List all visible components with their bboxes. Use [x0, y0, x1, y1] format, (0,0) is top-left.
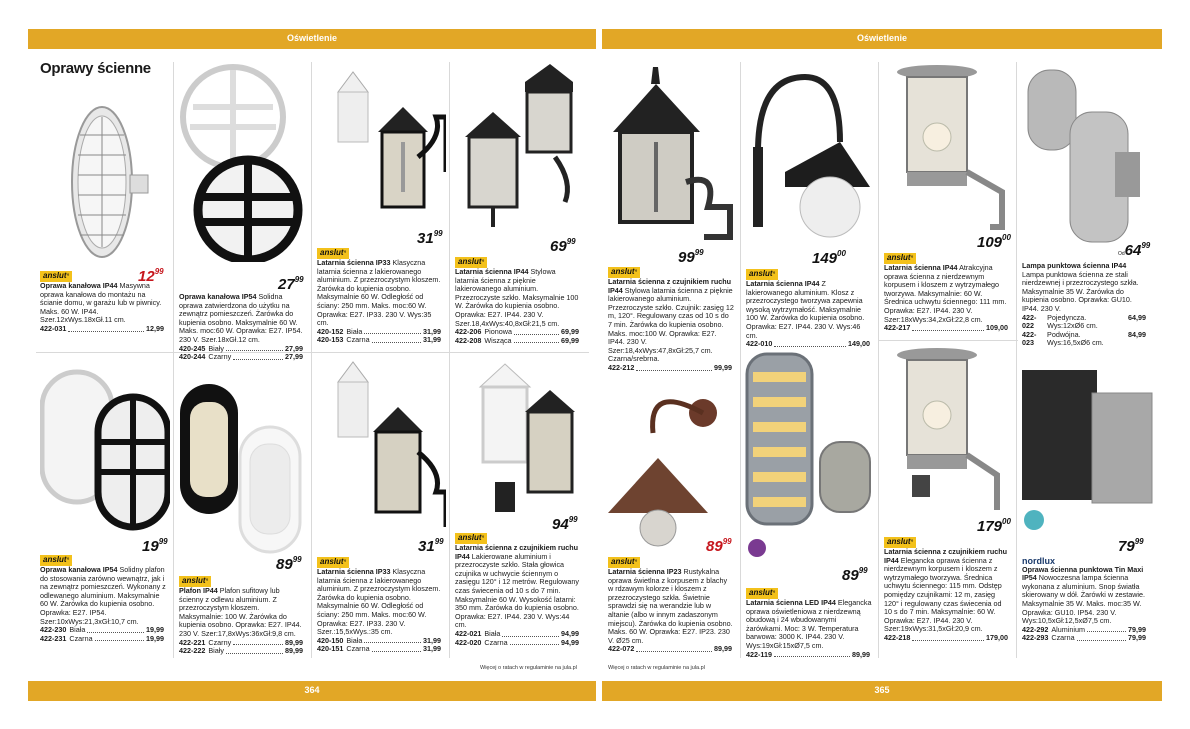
- product-block: [40, 555, 166, 643]
- price-int: 149: [812, 250, 838, 267]
- price: [278, 276, 304, 293]
- price-dec: 99: [1141, 241, 1151, 250]
- product-description: Klasyczna latarnia ścienna z lakierowanego aluminium. Z przezroczystym kloszem. Żarówka do kupienia osobno. Maksymalnie 60 W. Odległość od ściany: 250 mm. Maks. moc:60 W. Oprawka: E27. IP33. 230 V. Szer.:15,5xWys.:35 cm.: [317, 567, 441, 637]
- bulkhead-light-image: [42, 95, 162, 270]
- price: [1118, 242, 1150, 259]
- product-code-price: 27,99: [285, 343, 303, 353]
- product-name: Plafon IP44: [179, 586, 218, 595]
- dot-leader: [774, 340, 846, 347]
- product-code: 422-217: [884, 323, 911, 333]
- product-block: [317, 248, 443, 345]
- product-code-row: [1022, 314, 1146, 331]
- product-code: 422-023: [1022, 329, 1037, 348]
- dot-leader: [502, 630, 559, 637]
- price-dec: 99: [434, 537, 444, 546]
- price: [678, 249, 704, 266]
- product-code-price: 89,99: [852, 649, 870, 659]
- product-code-price: 69,99: [561, 327, 579, 337]
- anslut-logo: anslut °: [40, 555, 72, 566]
- product-name: Latarnia ścienna IP33: [317, 258, 391, 267]
- product-code-row: [179, 647, 303, 656]
- divider: [878, 62, 879, 658]
- dot-leader: [514, 337, 559, 344]
- price-dec: 99: [694, 248, 704, 257]
- dot-leader: [774, 651, 850, 658]
- product-description: Masywna oprawa kanałowa do montażu na ścianie domu, w garażu lub w piwnicy. Maks. 60 W. IP44. Szer.12xWys.18xGł.11 cm.: [40, 281, 162, 325]
- dot-leader: [636, 364, 712, 371]
- product-name: Latarnia ścienna IP23: [608, 567, 682, 576]
- price: [418, 538, 444, 555]
- price-int: 89: [706, 538, 723, 555]
- product-description: Rustykalna oprawa świetlna z korpusem z blachy w rdzawym kolorze i kloszem z przezroczystego szkła. Świetnie sprawdzi się na werandzie lub w altanie (albo w innym zadaszonym miejscu). Żarówka do kupienia osobno. Maks. 60 W. Oprawka: E27. IP23. 230 V. Ø25 cm.: [608, 567, 733, 645]
- product-code-row: [608, 645, 732, 654]
- product-code-price: 19,99: [146, 625, 164, 635]
- price-int: 27: [278, 276, 295, 293]
- dot-leader: [68, 325, 144, 332]
- page-number-right: 365: [874, 685, 890, 695]
- divider: [449, 62, 450, 658]
- product-variant: Czarna: [69, 633, 93, 643]
- product-block: [746, 588, 872, 659]
- product-variant: Biały: [208, 343, 224, 353]
- price-dec: 99: [158, 537, 168, 546]
- anslut-logo: anslut °: [179, 576, 211, 587]
- product-variant: Biały: [208, 646, 224, 656]
- product-description: Atrakcyjna oprawa ścienna z nierdzewnym korpusem i kloszem z wytrzymałego tworzywa. Maksymalnie: 60 W. Średnica uchwytu ściennego: 111 mm. Oprawka: E27. IP44. 230 V. Szer:18xWys:34,2xGł:22,8 cm.: [884, 263, 1007, 324]
- product-code-row: [608, 364, 732, 373]
- dot-leader: [1087, 626, 1126, 633]
- product-code-row: [179, 353, 303, 362]
- product-code: 420-152: [317, 326, 344, 336]
- product-description: Klasyczna latarnia ścienna z lakierowanego aluminium. Z przezroczystym kloszem. Żarówka do kupienia osobno. Maksymalnie 60 W. Odległość od ściany: 250 mm. Maks. moc:60 W. Oprawka: E27. IP33. 230 V. Wys:35 cm.: [317, 258, 441, 328]
- product-variant: Czarna: [346, 644, 370, 654]
- product-code-price: 79,99: [1128, 624, 1146, 634]
- product-code-price: 94,99: [561, 628, 579, 638]
- product-code-price: 179,00: [986, 632, 1008, 642]
- dot-leader: [514, 328, 559, 335]
- product-code: 422-119: [746, 649, 772, 659]
- anslut-logo: anslut °: [746, 269, 778, 280]
- product-name: Latarnia ścienna LED IP44: [746, 598, 836, 607]
- divider: [740, 62, 741, 658]
- price-dec: 99: [433, 229, 443, 238]
- footer-band-right: [602, 681, 1162, 701]
- product-name: Latarnia ścienna IP44: [746, 279, 820, 288]
- spot-light-image: [1020, 62, 1155, 247]
- product-code-price: 109,00: [986, 323, 1008, 333]
- price-dec: 00: [1002, 233, 1011, 242]
- product-variant: Pojedyncza. Wys:12xØ6 cm.: [1047, 312, 1098, 331]
- product-code-row: [317, 336, 441, 345]
- lantern-ip33-image: [318, 62, 446, 237]
- price: [550, 238, 576, 255]
- header-title-left: Oświetlenie: [286, 33, 338, 43]
- product-variant: Biała: [346, 326, 363, 336]
- price-int: 89: [842, 567, 859, 584]
- product-block: [179, 576, 305, 656]
- product-variant: Biała: [69, 625, 86, 635]
- dot-leader: [87, 626, 144, 633]
- product-code: 422-222: [179, 646, 206, 656]
- product-code-row: [40, 635, 164, 644]
- product-description: Nowoczesna lampa ścienna wykonana z aluminium. Snop światła skierowany w dół. Żarówki w zestawie. Maksymalnie 35 W. Maks. moc:35 W. Oprawka: GU10. IP54. 230 V. Wys:10,5xGł:12,5xØ7,5 cm.: [1022, 573, 1146, 626]
- product-block: [884, 253, 1010, 333]
- price-int: 109: [977, 234, 1003, 251]
- price-dec: 00: [837, 249, 846, 258]
- product-description: Stylowa latarnia ścienna z pięknie lakierowanego aluminium. Przezroczyste szkło. Maksymalnie 100 W. Żarówka do kupienia osobno. Oprawka: E27. IP44. 230 V. Szer.18,4xWys:40,8xGł:21,5 cm.: [455, 267, 579, 328]
- product-name: Latarnia ścienna IP33: [317, 567, 391, 576]
- product-variant: Czarna: [1051, 633, 1075, 643]
- product-block: [608, 557, 734, 654]
- product-block: [455, 533, 581, 647]
- dot-leader: [636, 645, 712, 652]
- product-code-row: [884, 634, 1008, 643]
- product-block: [179, 293, 305, 362]
- anslut-logo: anslut °: [884, 537, 916, 548]
- product-description: Plafon sufitowy lub ścienny z odlewu aluminium. Z przezroczystym kloszem. Maksymalnie: 100 W. Żarówka do kupienia osobno. Oprawka: E27. IP44. 230 V. Szer:17,8xWys:36xGł:9,8 cm.: [179, 586, 302, 638]
- dot-leader: [233, 639, 283, 646]
- anslut-logo: anslut °: [317, 248, 349, 259]
- product-description: Elegancka oprawa oświetleniowa z nierdzewną obudową i 24 wbudowanymi żarówkami. Moc: 3 W. Temperatura barwowa: 3000 K. IP44. 230 V. Wys:19xGł:15xØ7,5 cm.: [746, 598, 872, 650]
- nordlux-badge-icon: [1024, 510, 1044, 530]
- product-name: Oprawa kanałowa IP54: [179, 292, 257, 301]
- gooseneck-lantern-image: [745, 62, 875, 252]
- price-int: 89: [276, 556, 293, 573]
- price-int: 79: [1118, 538, 1135, 555]
- anslut-logo: anslut °: [455, 533, 487, 544]
- product-variant: Wisząca: [484, 335, 512, 345]
- price: [842, 567, 868, 584]
- price-dec: 99: [568, 515, 578, 524]
- price-int: 64: [1124, 242, 1142, 259]
- price: [552, 516, 578, 533]
- header-band-left: [28, 29, 596, 49]
- product-code: 422-021: [455, 628, 482, 638]
- product-code: 422-292: [1022, 624, 1049, 634]
- product-description: Lampa punktowa ścienna ze stali nierdzewnej i przezroczystego szkła. Maksymalnie 35 W. Żarówka do kupienia osobno. Oprawka: GU10. IP44. 230 V.: [1022, 269, 1139, 313]
- dot-leader: [912, 324, 984, 331]
- product-code-price: 12,99: [146, 323, 164, 333]
- product-description: Elegancka oprawa ścienna z nierdzewnym korpusem i kloszem z wytrzymałego tworzywa. Średnica uchwytu ściennego: 115 mm. Odstęp pomiędzy czujnikami: 12 m, zasięg 120° i regulowany czas świecenia od 10 s do 7 min. Maksymalnie: 60 W. Oprawka: E27. IP44. 230 V. Szer:19xWys:31,5xGł:20,9 cm.: [884, 555, 1002, 634]
- product-code: 420-150: [317, 635, 344, 645]
- product-variant: Pionowa: [484, 327, 512, 337]
- price-int: 94: [552, 516, 569, 533]
- price: [977, 234, 1011, 251]
- price-dec: 99: [294, 275, 304, 284]
- price-int: 31: [417, 230, 434, 247]
- product-variant: Czarna: [484, 637, 508, 647]
- led-lantern-image: [745, 352, 875, 532]
- anslut-logo: anslut °: [608, 267, 640, 278]
- product-block: [884, 537, 1010, 643]
- product-code-row: [40, 325, 164, 334]
- product-code: 422-206: [455, 327, 482, 337]
- sensor-lantern-image: [608, 62, 738, 247]
- price-int: 179: [977, 518, 1003, 535]
- dot-leader: [372, 336, 421, 343]
- product-code-price: 79,99: [1128, 633, 1146, 643]
- product-variant: Czarna: [346, 335, 370, 345]
- product-name: Latarnia ścienna IP44: [884, 263, 958, 272]
- lantern-ip44-image: [455, 62, 583, 237]
- product-code-price: 27,99: [285, 352, 303, 362]
- price-from: Od: [1118, 251, 1125, 257]
- product-code-price: 64,99: [1128, 312, 1146, 322]
- led-badge-icon: [748, 539, 766, 557]
- product-code-price: 69,99: [561, 335, 579, 345]
- product-code-row: [455, 639, 579, 648]
- round-bulkhead-image: [178, 62, 308, 262]
- price-int: 69: [550, 238, 567, 255]
- price-int: 19: [142, 538, 159, 555]
- sensor-lantern-pair-image: [455, 352, 583, 522]
- product-block: [40, 271, 166, 334]
- divider: [878, 340, 1018, 341]
- price-int: 12: [138, 268, 155, 285]
- product-block: [746, 269, 872, 349]
- product-code-price: 31,99: [423, 644, 441, 654]
- dot-leader: [364, 328, 421, 335]
- product-code-row: [455, 337, 579, 346]
- product-name: Latarnia ścienna z czujnikiem ruchu IP44: [608, 277, 732, 295]
- price-int: 99: [678, 249, 695, 266]
- price: [812, 250, 846, 267]
- anslut-logo: anslut °: [608, 557, 640, 568]
- product-description: Lakierowane aluminium i przezroczyste szkło. Stała głowica czujnika w uchwycie ściennym o zasięgu 120° i 12 metrów. Regulowany czas świecenia od 10 s do 7 min. Maksymalnie 60 W. Wysokość latarni: 350 mm. Żarówka do kupienia osobno. Oprawka: E27. IP44. 230 V. Wys:44 cm.: [455, 551, 579, 630]
- product-code: 420-245: [179, 343, 206, 353]
- tin-maxi-image: [1020, 368, 1155, 508]
- price-dec: 99: [858, 566, 868, 575]
- product-name: Lampa punktowa ścienna IP44: [1022, 261, 1127, 270]
- product-code: 422-231: [40, 633, 67, 643]
- product-variant: Podwójna. Wys:16,5xØ6 cm.: [1047, 329, 1104, 348]
- product-code-row: [317, 645, 441, 654]
- product-block: [1022, 557, 1148, 643]
- product-code: 422-218: [884, 632, 911, 642]
- page-number-left: 364: [304, 685, 320, 695]
- product-code-price: 94,99: [561, 637, 579, 647]
- product-code-row: [1022, 634, 1146, 643]
- product-name: Oprawa ścienna punktowa Tin Maxi IP54: [1022, 564, 1144, 583]
- product-variant: Aluminium: [1051, 624, 1085, 634]
- product-code: 420-244: [179, 352, 206, 362]
- product-variant: Czarny: [208, 637, 232, 647]
- product-code-row: [884, 324, 1008, 333]
- product-block: [1022, 262, 1148, 348]
- nordlux-logo: nordlux: [1022, 556, 1055, 566]
- product-description: Stylowa latarnia ścienna z pięknie lakierowanego aluminium. Przezroczyste szkło. Czujnik: zasięg 12 m, 120°. Regulowany czas od 10 s do 7 min. Żarówka do kupienia osobno. Maks. moc:100 W. Oprawka: E27. IP44. 230 V. Szer:18,4xWys:47,8xGł:25,7 cm. Czarna/srebrna.: [608, 285, 734, 364]
- product-code: 420-153: [317, 335, 344, 345]
- product-code-price: 19,99: [146, 633, 164, 643]
- product-code-price: 99,99: [714, 362, 732, 372]
- divider: [1016, 62, 1017, 658]
- price-dec: 99: [1134, 537, 1144, 546]
- steel-sensor-lantern-image: [882, 345, 1012, 520]
- product-name: Latarnia ścienna IP44: [455, 267, 529, 276]
- product-code: 422-010: [746, 339, 773, 349]
- plafon-image: [178, 382, 308, 557]
- price: [276, 556, 302, 573]
- price-dec: 99: [154, 267, 164, 276]
- footer-band-left: [28, 681, 596, 701]
- product-code: 422-022: [1022, 312, 1037, 331]
- dot-leader: [912, 634, 984, 641]
- divider: [311, 62, 312, 658]
- lantern-ip33-pair-image: [318, 352, 446, 537]
- product-name: Oprawa kanałowa IP54: [40, 565, 118, 574]
- product-code-price: 31,99: [423, 335, 441, 345]
- product-code-row: [746, 340, 870, 349]
- product-block: [455, 257, 581, 345]
- price: [1118, 538, 1144, 555]
- footer-note: Więcej o ratach w regulaminie na jula.pl: [608, 665, 705, 671]
- product-description: Solidna oprawa zatwierdzona do użytku na zewnątrz pomieszczeń. Żarówka do kupienia osobno. Maksymalnie 60 W. Maks. moc:60 W. Oprawka: E27. IP54. 230 V. Szer.18xGł.12 cm.: [179, 292, 303, 344]
- price-dec: 99: [722, 537, 732, 546]
- product-name: Oprawa kanałowa IP44: [40, 281, 118, 290]
- product-code: 422-212: [608, 362, 635, 372]
- price: [706, 538, 732, 555]
- section-title: Oprawy ścienne: [40, 60, 151, 77]
- price-dec: 99: [292, 555, 302, 564]
- divider: [173, 62, 174, 658]
- product-name: Latarnia ścienna z czujnikiem ruchu IP44: [455, 543, 579, 561]
- product-code-price: 89,99: [285, 637, 303, 647]
- bulkhead-pair-image: [40, 362, 170, 532]
- product-variant: Czarny: [208, 352, 232, 362]
- dot-leader: [1077, 634, 1126, 641]
- dot-leader: [226, 647, 283, 654]
- product-code: 422-230: [40, 625, 67, 635]
- price: [417, 230, 443, 247]
- anslut-logo: anslut °: [455, 257, 487, 268]
- price-dec: 00: [1002, 517, 1011, 526]
- price-int: 31: [418, 538, 435, 555]
- dot-leader: [226, 345, 283, 352]
- price: [977, 518, 1011, 535]
- product-code: 420-151: [317, 644, 344, 654]
- product-code: 422-208: [455, 335, 482, 345]
- product-code-price: 84,99: [1128, 329, 1146, 339]
- product-description: Z lakierowanego aluminium. Klosz z przezroczystego tworzywa zapewnia wysoką wytrzymałość. Maksymalnie 100 W. Żarówka do kupienia osobno. Oprawka: E27. IP44. 230 V. Wys:46 cm.: [746, 279, 865, 340]
- product-variant: Biała: [346, 635, 363, 645]
- product-code: 422-020: [455, 637, 482, 647]
- product-code-price: 89,99: [285, 646, 303, 656]
- product-description: Solidny plafon do stosowania zarówno wewnątrz, jak i na zewnątrz pomieszczeń. Wykonany z odlewanego aluminium. Maksymalnie 60 W. Żarówka do kupienia osobno. Oprawka: E27. IP54. Szer:10xWys:21,3xGł:10,7 cm.: [40, 565, 166, 626]
- product-code-price: 89,99: [714, 644, 732, 654]
- product-block: [608, 267, 734, 373]
- product-code-row: [1022, 331, 1146, 348]
- header-band-right: [602, 29, 1162, 49]
- anslut-logo: anslut °: [40, 271, 72, 282]
- product-code: 422-072: [608, 644, 635, 654]
- anslut-logo: anslut °: [884, 253, 916, 264]
- price: [142, 538, 168, 555]
- product-name: Latarnia ścienna z czujnikiem ruchu IP44: [884, 547, 1008, 565]
- dot-leader: [372, 645, 421, 652]
- footer-note: Więcej o ratach w regulaminie na jula.pl: [480, 665, 577, 671]
- product-variant: Biała: [484, 628, 501, 638]
- product-code-row: [746, 651, 870, 660]
- dot-leader: [510, 639, 559, 646]
- steel-lantern-image: [882, 62, 1012, 237]
- anslut-logo: anslut °: [317, 557, 349, 568]
- product-code: 422-221: [179, 637, 206, 647]
- dot-leader: [364, 637, 421, 644]
- price-dec: 99: [566, 237, 576, 246]
- rustic-lantern-image: [608, 388, 738, 548]
- dot-leader: [95, 635, 144, 642]
- product-code-price: 149,00: [848, 339, 870, 349]
- product-block: [317, 557, 443, 654]
- anslut-logo: anslut °: [746, 588, 778, 599]
- product-code-price: 31,99: [423, 635, 441, 645]
- dot-leader: [233, 353, 283, 360]
- product-code: 422-293: [1022, 633, 1049, 643]
- product-code-price: 31,99: [423, 326, 441, 336]
- product-code: 422-031: [40, 323, 67, 333]
- header-title-right: Oświetlenie: [856, 33, 908, 43]
